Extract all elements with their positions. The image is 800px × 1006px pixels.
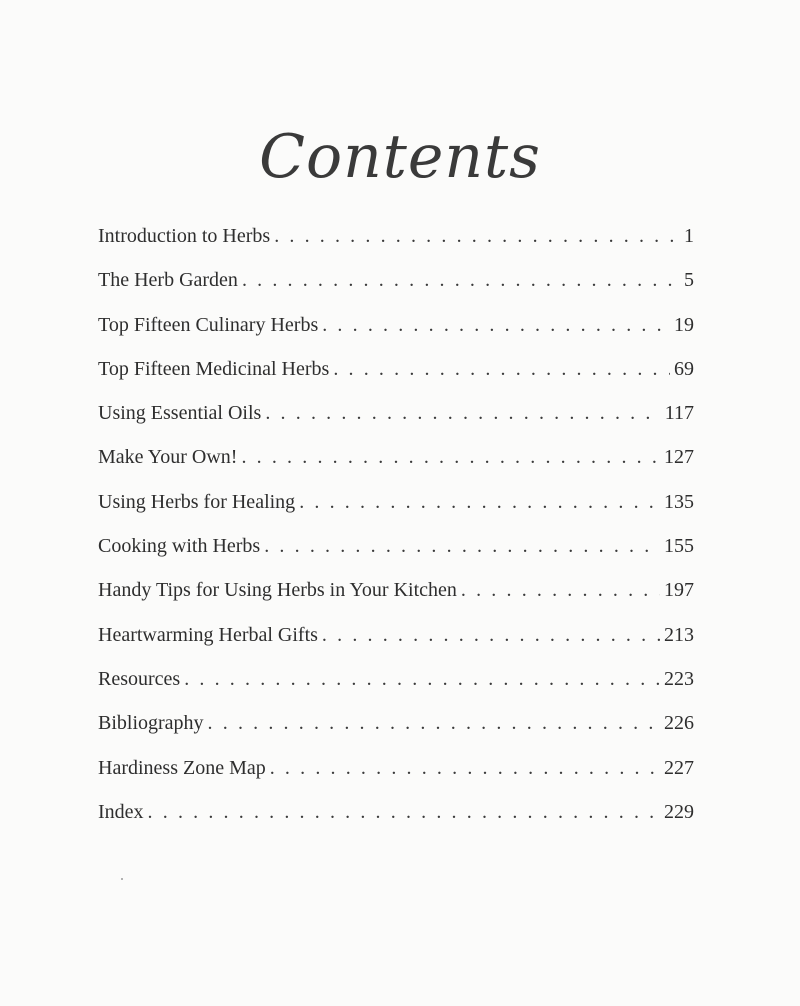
toc-entry bbox=[98, 447, 694, 491]
toc-entry-title: Bibliography bbox=[98, 712, 204, 735]
toc-entry bbox=[98, 802, 694, 846]
toc-entry bbox=[98, 270, 694, 314]
toc-entry-title: Resources bbox=[98, 667, 181, 690]
dot-leader bbox=[274, 226, 680, 246]
toc-entry-title: Using Herbs for Healing bbox=[98, 490, 296, 513]
toc-entry-title: Index bbox=[98, 800, 144, 823]
toc-entry-page: 227 bbox=[664, 756, 694, 779]
toc-entry-page: 117 bbox=[664, 402, 694, 425]
dot-leader bbox=[264, 536, 660, 556]
toc-entry bbox=[98, 713, 694, 757]
toc-entry bbox=[98, 536, 694, 580]
dot-leader bbox=[265, 403, 660, 423]
dot-leader bbox=[270, 758, 660, 778]
toc-entry-title: Using Essential Oils bbox=[98, 402, 262, 425]
toc-entry bbox=[98, 669, 694, 713]
dot-leader bbox=[208, 713, 660, 733]
toc-entry-title: Handy Tips for Using Herbs in Your Kitchen bbox=[98, 579, 457, 602]
toc-entry-page: 155 bbox=[664, 535, 694, 558]
toc-entry bbox=[98, 580, 694, 624]
dot-leader bbox=[461, 580, 660, 600]
toc-entry-page: 213 bbox=[664, 623, 694, 646]
toc-entry-title: Hardiness Zone Map bbox=[98, 756, 266, 779]
toc-entry-title: Make Your Own! bbox=[98, 446, 238, 469]
paper-speck bbox=[121, 878, 123, 880]
table-of-contents bbox=[98, 226, 694, 846]
dot-leader bbox=[333, 359, 670, 379]
dot-leader bbox=[184, 669, 660, 689]
toc-entry-page: 69 bbox=[674, 357, 694, 380]
toc-entry-page: 5 bbox=[684, 269, 694, 292]
toc-entry-page: 135 bbox=[664, 490, 694, 513]
dot-leader bbox=[322, 625, 660, 645]
dot-leader bbox=[299, 492, 660, 512]
toc-entry-title: Introduction to Herbs bbox=[98, 225, 271, 247]
toc-entry-title: Heartwarming Herbal Gifts bbox=[98, 623, 318, 646]
toc-entry-title: Top Fifteen Medicinal Herbs bbox=[98, 357, 330, 380]
toc-entry-page: 127 bbox=[664, 446, 694, 469]
toc-entry-page: 229 bbox=[664, 800, 694, 823]
dot-leader bbox=[241, 447, 660, 467]
dot-leader bbox=[322, 315, 670, 335]
toc-entry bbox=[98, 315, 694, 359]
toc-entry-page: 226 bbox=[664, 712, 694, 735]
toc-entry-page: 1 bbox=[684, 225, 694, 247]
page-title: Contents bbox=[259, 122, 541, 192]
toc-entry bbox=[98, 359, 694, 403]
toc-entry-title: The Herb Garden bbox=[98, 269, 238, 292]
toc-entry bbox=[98, 758, 694, 802]
toc-entry-title: Top Fifteen Culinary Herbs bbox=[98, 313, 319, 336]
dot-leader bbox=[242, 270, 680, 290]
toc-entry-page: 19 bbox=[674, 313, 694, 336]
toc-entry-page: 223 bbox=[664, 667, 694, 690]
toc-entry bbox=[98, 226, 694, 270]
toc-entry bbox=[98, 625, 694, 669]
toc-entry-title: Cooking with Herbs bbox=[98, 535, 261, 558]
toc-entry bbox=[98, 492, 694, 536]
dot-leader bbox=[148, 802, 660, 822]
toc-entry bbox=[98, 403, 694, 447]
toc-entry-page: 197 bbox=[664, 579, 694, 602]
